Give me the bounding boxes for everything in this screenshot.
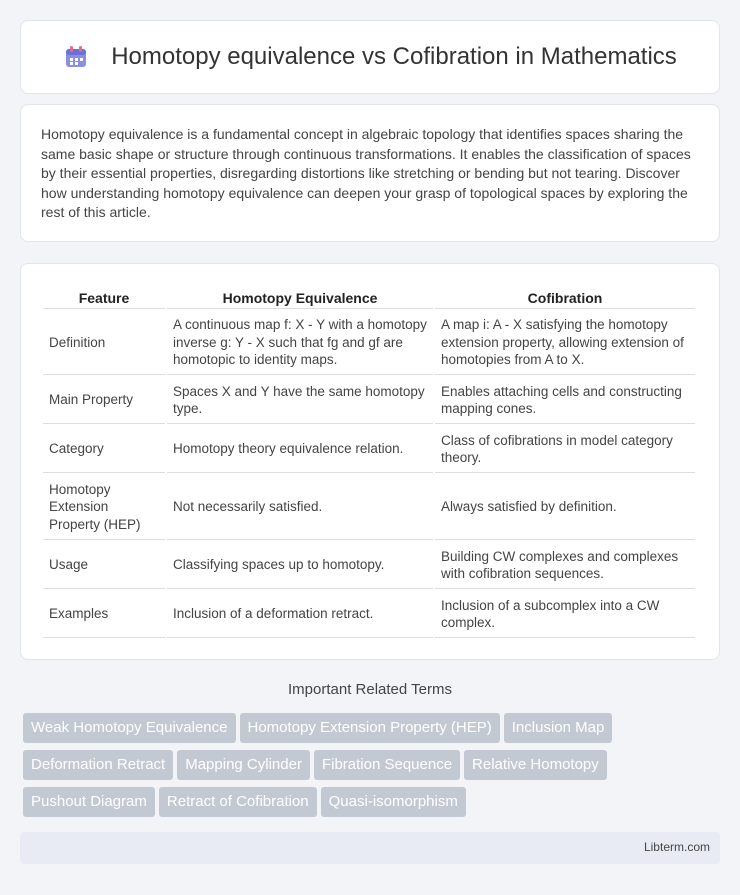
table-row [43, 475, 695, 540]
table-row [43, 377, 695, 424]
table-cell: Inclusion of a subcomplex into a CW complex. [435, 591, 695, 638]
header-card [20, 20, 720, 94]
footer-link[interactable]: Libterm.com [643, 840, 710, 854]
table-cell: Enables attaching cells and constructing mapping cones. [435, 377, 695, 424]
table-cell: Classifying spaces up to homotopy. [167, 542, 433, 589]
related-term-tag[interactable]: Pushout Diagram [23, 787, 155, 817]
table-cell: Examples [43, 591, 165, 638]
table-cell: A continuous map f: X - Y with a homotopy inverse g: Y - X such that fg and gf are homotopic to identity maps. [167, 311, 433, 375]
table-cell: A map i: A - X satisfying the homotopy extension property, allowing extension of homotopies from A to X. [435, 311, 695, 375]
page-title: Homotopy equivalence vs Cofibration in Mathematics [111, 43, 677, 70]
related-term-tag[interactable]: Fibration Sequence [314, 750, 460, 780]
table-header-row [43, 286, 695, 309]
header-homotopy-equivalence: Homotopy Equivalence [167, 286, 433, 309]
related-term-tag[interactable]: Retract of Cofibration [159, 787, 317, 817]
calendar-icon [63, 44, 89, 70]
footer [20, 832, 720, 864]
table-cell: Building CW complexes and complexes with cofibration sequences. [435, 542, 695, 589]
table-row [43, 542, 695, 589]
table-cell: Main Property [43, 377, 165, 424]
related-terms-list [23, 713, 723, 824]
table-cell: Definition [43, 311, 165, 375]
related-term-tag[interactable]: Quasi-isomorphism [321, 787, 466, 817]
table-cell: Spaces X and Y have the same homotopy type. [167, 377, 433, 424]
table-row [43, 311, 695, 375]
comparison-card [20, 263, 720, 660]
table-cell: Homotopy Extension Property (HEP) [43, 475, 165, 540]
header-cofibration: Cofibration [435, 286, 695, 309]
intro-card [20, 104, 720, 242]
table-cell: Usage [43, 542, 165, 589]
table-row [43, 591, 695, 638]
related-term-tag[interactable]: Weak Homotopy Equivalence [23, 713, 236, 743]
related-term-tag[interactable]: Relative Homotopy [464, 750, 607, 780]
related-term-tag[interactable]: Mapping Cylinder [177, 750, 310, 780]
table-cell: Always satisfied by definition. [435, 475, 695, 540]
intro-text: Homotopy equivalence is a fundamental concept in algebraic topology that identifies spaces sharing the same basic shape or structure through continuous transformations. It enables the classification of spaces by their essential properties, disregarding distortions like stretching or bending but not tearing. Discover how understanding homotopy equivalence can deepen your grasp of topological spaces by exploring the rest of this article. [41, 126, 691, 221]
table-cell: Category [43, 426, 165, 473]
table-cell: Not necessarily satisfied. [167, 475, 433, 540]
table-row [43, 426, 695, 473]
table-cell: Inclusion of a deformation retract. [167, 591, 433, 638]
related-terms-title: Important Related Terms [288, 681, 452, 698]
header-feature: Feature [43, 286, 165, 309]
related-term-tag[interactable]: Inclusion Map [504, 713, 613, 743]
related-term-tag[interactable]: Homotopy Extension Property (HEP) [240, 713, 500, 743]
table-cell: Class of cofibrations in model category theory. [435, 426, 695, 473]
table-cell: Homotopy theory equivalence relation. [167, 426, 433, 473]
related-term-tag[interactable]: Deformation Retract [23, 750, 173, 780]
comparison-table [41, 284, 697, 640]
